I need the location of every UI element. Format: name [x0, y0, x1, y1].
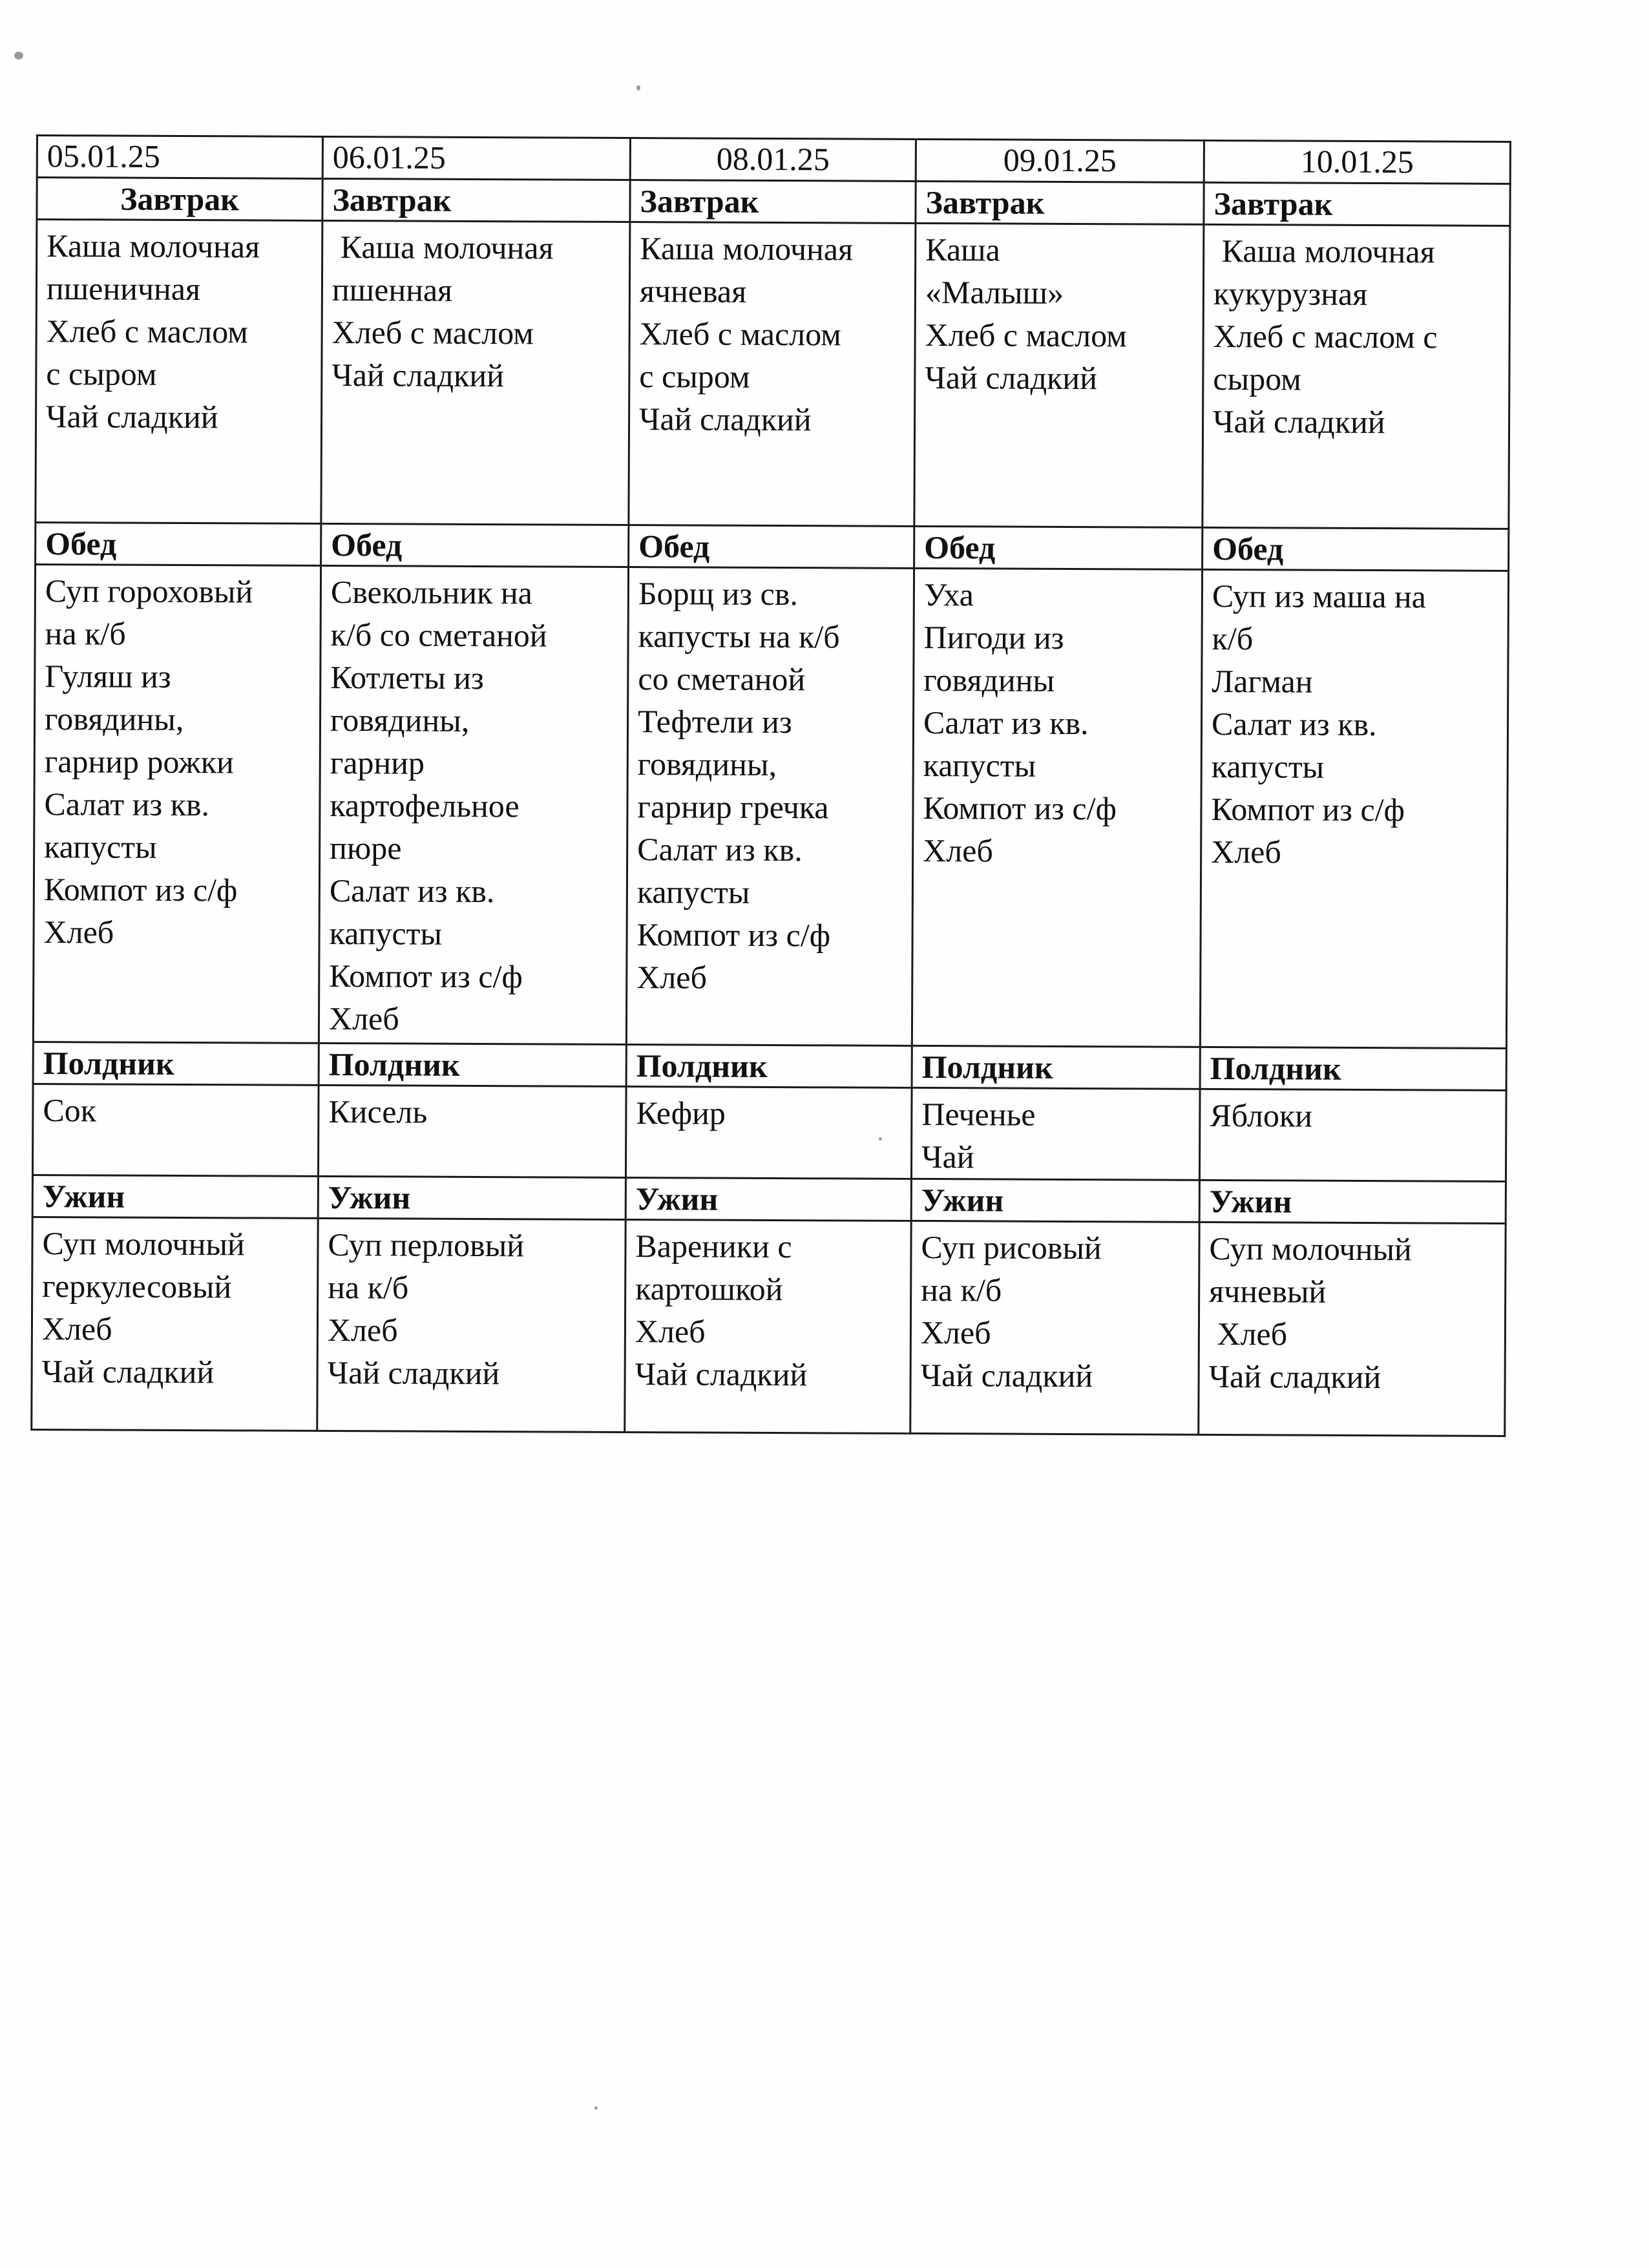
dish-line: Пигоди из: [923, 619, 1064, 656]
dish-line: Чай: [921, 1138, 974, 1175]
dish-line: пшеничная: [46, 270, 201, 308]
dish-line: Суп молочный: [1209, 1230, 1412, 1268]
meal-heading: Полдник: [319, 1043, 626, 1086]
date-cell: 06.01.25: [322, 136, 630, 180]
dish-line: Каша молочная: [332, 229, 554, 266]
meal-heading: Обед: [914, 526, 1203, 569]
scan-speck: [14, 52, 23, 59]
dish-line: Кефир: [636, 1095, 726, 1131]
dish-line: Хлеб: [1208, 1315, 1288, 1352]
dish-cell: [912, 568, 1202, 1047]
dish-cell: [1200, 569, 1508, 1048]
date-cell: 08.01.25: [630, 138, 916, 182]
dish-line: геркулесовый: [42, 1268, 232, 1305]
dish-line: Суп гороховый: [45, 572, 253, 610]
dish-line: «Малыш»: [925, 274, 1064, 311]
dish-cell: [33, 565, 320, 1044]
dish-line: картофельное: [330, 786, 520, 824]
dish-line: Чай сладкий: [638, 401, 812, 438]
dish-line: Чай сладкий: [41, 1353, 215, 1391]
dish-cell: [625, 1219, 911, 1433]
dish-line: с сыром: [639, 358, 750, 395]
dish-line: Кисель: [328, 1093, 428, 1130]
meal-heading: Ужин: [625, 1177, 911, 1221]
dish-line: Хлеб: [327, 1311, 398, 1349]
dish-line: Компот из с/ф: [923, 789, 1117, 827]
dish-line: Чай сладкий: [1208, 1358, 1381, 1396]
dish-line: на к/б: [45, 615, 126, 652]
dish-line: гарнир: [330, 744, 425, 781]
dish-line: Хлеб: [41, 1310, 112, 1347]
dish-line: Чай сладкий: [635, 1356, 808, 1393]
dish-line: Хлеб: [635, 1313, 706, 1350]
dish-line: с сыром: [46, 355, 157, 392]
dish-line: гарнир гречка: [637, 788, 829, 826]
dish-line: Гуляш из: [45, 658, 171, 695]
dish-line: капусты на к/б: [638, 618, 840, 655]
dish-line: пюре: [330, 829, 402, 866]
meal-heading: Обед: [629, 525, 914, 569]
dish-line: Чай сладкий: [45, 398, 218, 436]
meal-heading: Ужин: [32, 1175, 318, 1218]
dish-line: Свекольник на: [330, 573, 533, 611]
dish-line: Чай сладкий: [331, 356, 505, 394]
date-header-row: [37, 136, 1510, 184]
dish-line: картошкой: [635, 1270, 783, 1308]
dish-cell: [914, 223, 1204, 527]
dish-line: капусты: [44, 828, 157, 865]
dish-line: Суп рисовый: [921, 1228, 1102, 1266]
dish-line: к/б со сметаной: [330, 616, 547, 654]
dish-line: Хлеб: [920, 1314, 991, 1351]
dish-line: капусты: [329, 914, 443, 952]
snack-heading-row: [33, 1042, 1506, 1090]
dish-cell: [318, 1085, 626, 1177]
dish-line: Хлеб: [1211, 833, 1281, 870]
meal-heading: Обед: [1203, 527, 1509, 571]
meal-heading: Завтрак: [37, 178, 322, 221]
breakfast-heading-row: [37, 178, 1510, 226]
dish-line: ячневая: [639, 273, 747, 310]
date-cell: 10.01.25: [1204, 140, 1510, 184]
snack-dishes-row: [32, 1084, 1506, 1181]
dish-line: Компот из с/ф: [43, 871, 238, 908]
dish-line: Яблоки: [1210, 1097, 1313, 1134]
dish-cell: [1203, 224, 1510, 529]
dish-line: ячневый: [1209, 1272, 1327, 1310]
dish-line: капусты: [636, 874, 750, 910]
date-cell: 05.01.25: [37, 136, 322, 179]
dish-cell: [625, 1086, 912, 1179]
meal-heading: Завтрак: [916, 181, 1204, 224]
dish-line: Хлеб: [923, 832, 994, 869]
dinner-heading-row: [32, 1175, 1506, 1223]
dish-line: Каша молочная: [1213, 232, 1435, 270]
breakfast-dishes-row: [36, 220, 1510, 529]
dish-line: гарнир рожки: [44, 743, 234, 781]
meal-heading: Завтрак: [1204, 182, 1510, 226]
meal-heading: Ужин: [1199, 1180, 1506, 1223]
dish-cell: [36, 220, 322, 524]
dish-line: Тефтели из: [637, 703, 792, 740]
meal-heading: Обед: [321, 523, 629, 567]
dish-line: говядины: [923, 662, 1055, 698]
dish-line: Сок: [43, 1092, 97, 1129]
dish-line: говядины,: [637, 746, 777, 783]
dish-line: Котлеты из: [330, 658, 484, 697]
meal-heading: Ужин: [318, 1176, 625, 1219]
dish-line: пшенная: [331, 271, 453, 308]
meal-heading: Полдник: [1200, 1047, 1506, 1090]
dish-line: Печенье: [921, 1095, 1036, 1133]
dish-line: Чай сладкий: [920, 1356, 1093, 1394]
dish-cell: [1199, 1222, 1506, 1436]
dish-line: Чай сладкий: [1212, 403, 1385, 441]
meal-heading: Ужин: [911, 1179, 1199, 1222]
dish-cell: [910, 1221, 1199, 1434]
meal-heading: Обед: [36, 523, 321, 566]
dish-line: Каша молочная: [640, 230, 854, 268]
dish-cell: [32, 1084, 319, 1176]
dish-cell: [629, 222, 916, 527]
dish-line: Салат из кв.: [1211, 705, 1377, 743]
dish-line: капусты: [923, 746, 1036, 784]
meal-heading: Завтрак: [630, 180, 916, 224]
dish-line: Уха: [923, 576, 974, 613]
dish-line: Хлеб с маслом: [925, 317, 1127, 354]
dish-line: Хлеб: [328, 1000, 399, 1037]
dish-line: Салат из кв.: [923, 704, 1089, 742]
dish-line: со сметаной: [638, 660, 806, 698]
dish-line: Чай сладкий: [327, 1354, 500, 1392]
dish-line: Хлеб: [636, 959, 708, 996]
lunch-heading-row: [36, 523, 1509, 571]
dish-cell: [911, 1087, 1200, 1180]
dish-line: Компот из с/ф: [1211, 790, 1405, 828]
dish-line: Каша: [925, 231, 1000, 268]
dish-line: на к/б: [328, 1268, 409, 1306]
meal-heading: Полдник: [626, 1044, 912, 1087]
scan-speck: [636, 85, 640, 90]
dish-cell: [321, 220, 630, 525]
dish-line: Лагман: [1212, 662, 1313, 700]
dish-line: говядины,: [330, 701, 470, 739]
dish-line: Салат из кв.: [329, 872, 495, 910]
lunch-dishes-row: [33, 565, 1508, 1049]
scan-speck: [594, 2106, 598, 2110]
date-cell: 09.01.25: [916, 139, 1204, 182]
dish-line: сыром: [1213, 360, 1301, 397]
meal-heading: Полдник: [33, 1042, 319, 1085]
dish-line: Борщ из св.: [638, 575, 799, 613]
dish-line: Чай сладкий: [925, 359, 1098, 397]
dish-line: Вареники с: [635, 1228, 792, 1265]
dinner-dishes-row: [32, 1217, 1506, 1436]
dish-cell: [32, 1217, 318, 1431]
dish-cell: [1199, 1089, 1506, 1181]
dish-cell: [317, 1218, 625, 1432]
dish-cell: [626, 567, 914, 1046]
dish-line: Компот из с/ф: [636, 916, 831, 954]
dish-line: Суп молочный: [42, 1225, 245, 1263]
dish-line: кукурузная: [1213, 275, 1368, 312]
dish-line: Хлеб с маслом: [331, 314, 534, 352]
dish-line: к/б: [1212, 620, 1254, 657]
dish-line: Компот из с/ф: [329, 957, 523, 995]
dish-line: Салат из кв.: [637, 831, 803, 868]
dish-line: говядины,: [44, 700, 184, 738]
meal-heading: Завтрак: [322, 178, 630, 222]
dish-line: капусты: [1211, 748, 1325, 785]
dish-line: Салат из кв.: [44, 786, 210, 823]
dish-line: Хлеб с маслом: [639, 315, 842, 353]
dish-line: Хлеб: [43, 914, 114, 950]
dish-line: Каша молочная: [47, 227, 260, 265]
dish-line: Хлеб с маслом: [46, 313, 249, 350]
weekly-menu-table: [30, 134, 1511, 1437]
dish-cell: [319, 565, 628, 1044]
dish-line: на к/б: [921, 1271, 1002, 1308]
dish-line: Хлеб с маслом с: [1213, 317, 1438, 355]
dish-line: Суп перловый: [328, 1226, 525, 1264]
dish-line: Суп из маша на: [1212, 577, 1427, 615]
meal-heading: Полдник: [912, 1045, 1200, 1089]
